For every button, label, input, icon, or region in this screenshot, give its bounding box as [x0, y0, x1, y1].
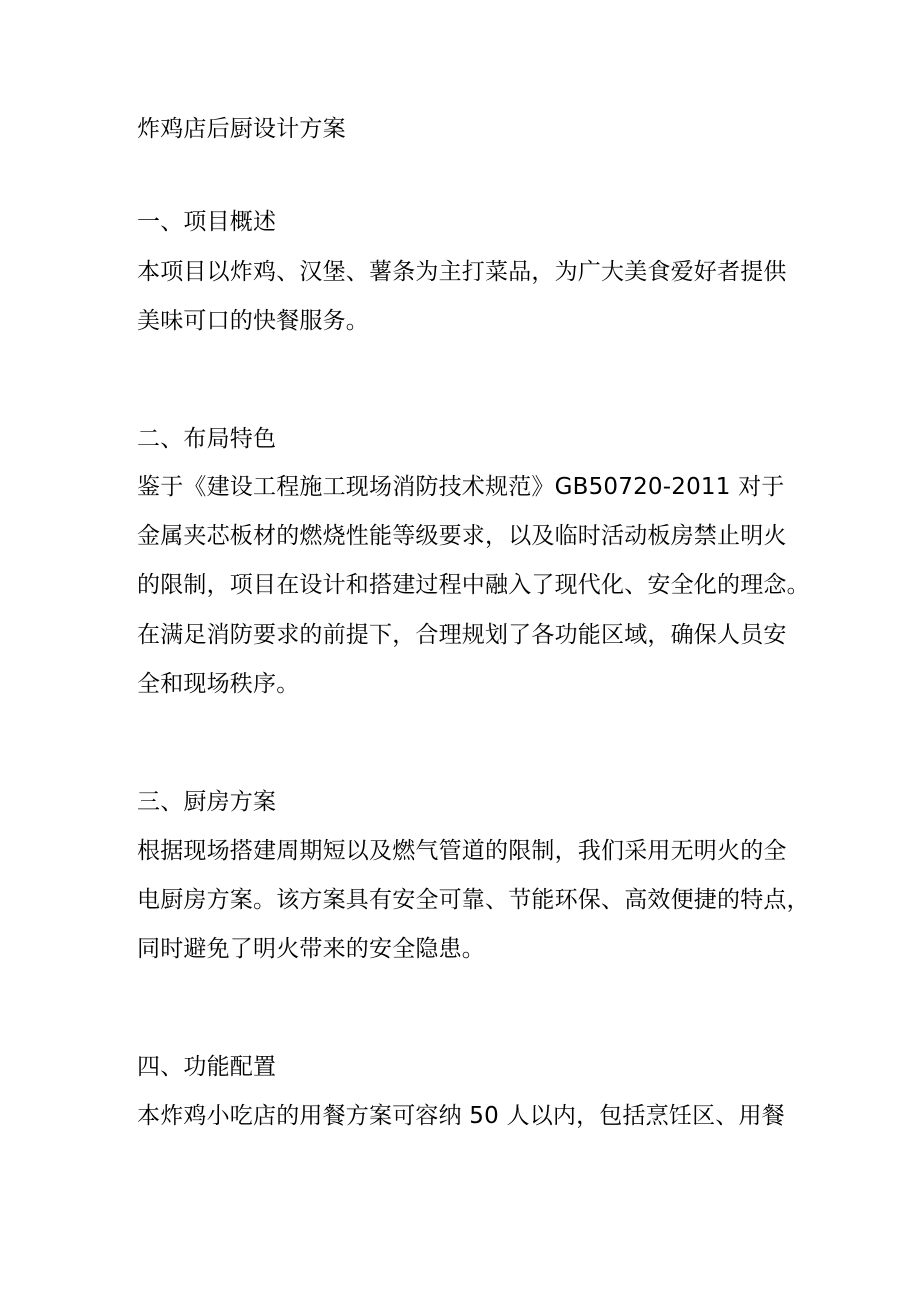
- paragraph-line: 电厨房方案。该方案具有安全可靠、节能环保、高效便捷的特点，: [137, 887, 810, 913]
- paragraph-line: 本项目以炸鸡、汉堡、薯条为主打菜品，为广大美食爱好者提供: [137, 259, 787, 285]
- section-heading-kitchen: 三、厨房方案: [137, 789, 277, 815]
- paragraph-line: 美味可口的快餐服务。: [137, 308, 369, 334]
- paragraph-line: 本炸鸡小吃店的用餐方案可容纳 50 人以内，包括烹饪区、用餐: [137, 1103, 785, 1129]
- paragraph-line: 在满足消防要求的前提下，合理规划了各功能区域，确保人员安: [137, 622, 787, 648]
- paragraph-line: 的限制，项目在设计和搭建过程中融入了现代化、安全化的理念。: [137, 572, 810, 598]
- section-heading-overview: 一、项目概述: [137, 209, 277, 235]
- paragraph-line: 全和现场秩序。: [137, 671, 300, 697]
- paragraph-line: 鉴于《建设工程施工现场消防技术规范》GB50720-2011 对于: [137, 474, 785, 500]
- document-title: 炸鸡店后厨设计方案: [137, 116, 346, 142]
- section-heading-layout: 二、布局特色: [137, 426, 277, 452]
- paragraph-line: 根据现场搭建周期短以及燃气管道的限制，我们采用无明火的全: [137, 838, 787, 864]
- section-heading-functions: 四、功能配置: [137, 1054, 277, 1080]
- paragraph-line: 金属夹芯板材的燃烧性能等级要求，以及临时活动板房禁止明火: [137, 523, 787, 549]
- paragraph-line: 同时避免了明火带来的安全隐患。: [137, 936, 485, 962]
